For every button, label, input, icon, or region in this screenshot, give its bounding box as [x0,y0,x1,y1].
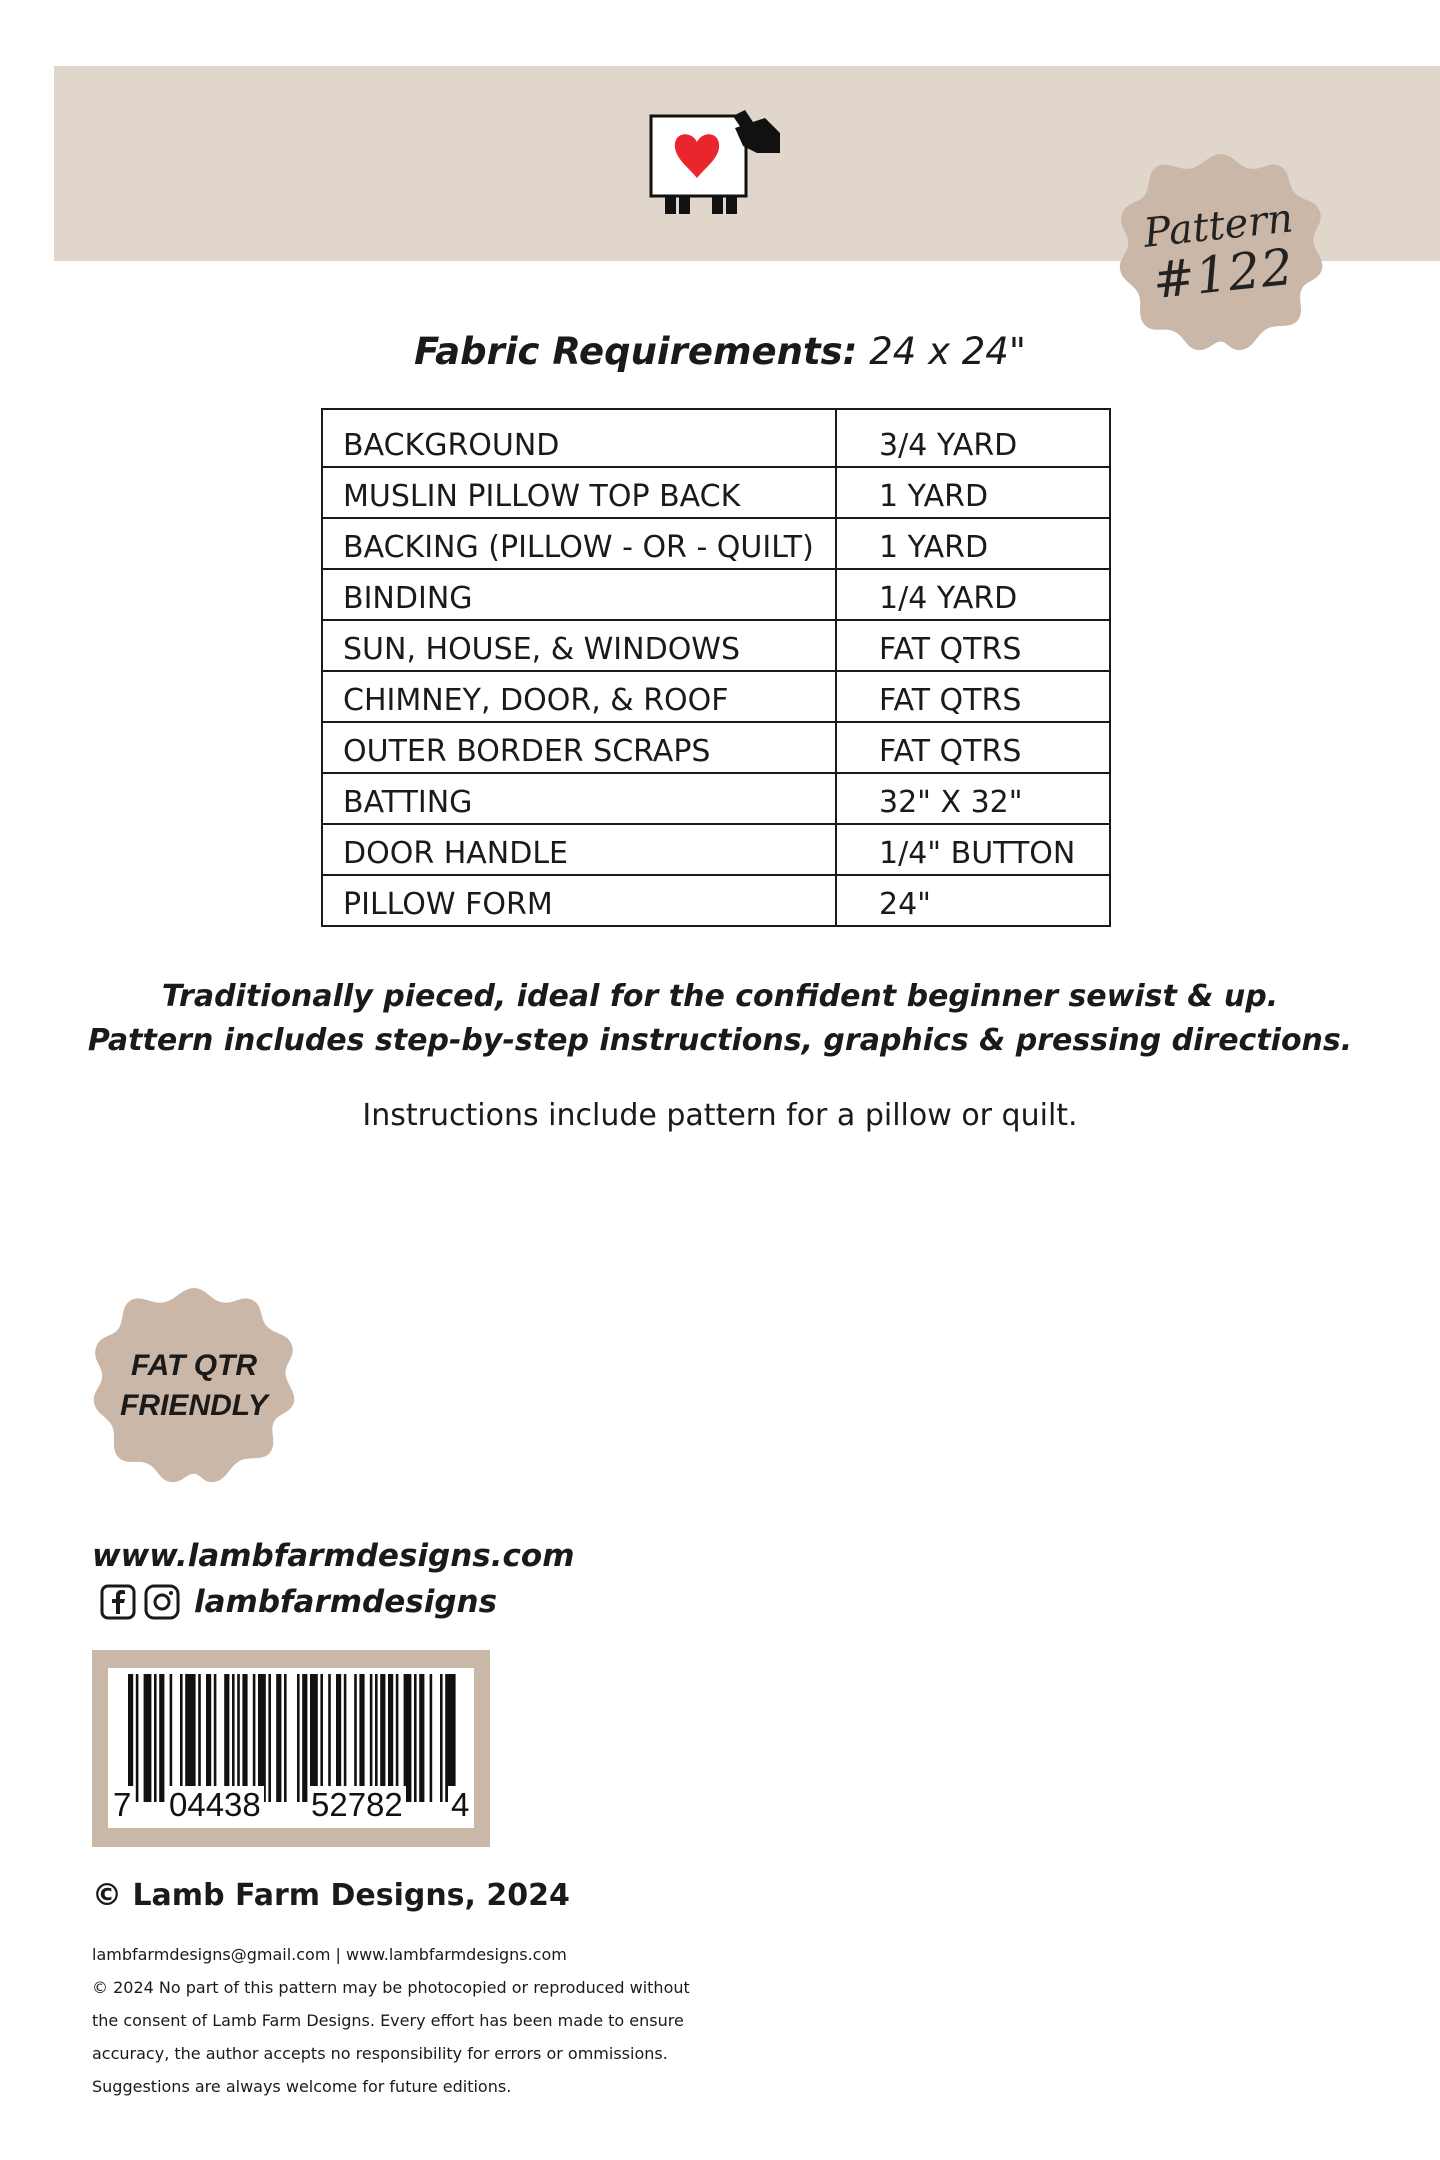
row-item: SUN, HOUSE, & WINDOWS [322,620,836,671]
row-amount: FAT QTRS [836,620,1110,671]
legal-line: Suggestions are always welcome for future editions. [92,2077,512,2096]
barcode-digit-last: 4 [448,1786,472,1824]
instagram-icon[interactable] [144,1584,180,1620]
row-amount: 1/4" BUTTON [836,824,1110,875]
tagline-line-1: Traditionally pieced, ideal for the confident beginner sewist & up. [161,979,1279,1014]
row-amount: 24" [836,875,1110,926]
table-row [322,773,1110,824]
pattern-number: #122 [1150,237,1297,311]
legal-line: accuracy, the author accepts no responsibility for errors or ommissions. [92,2044,668,2063]
website-link[interactable]: www.lambfarmdesigns.com [92,1538,575,1574]
fabric-requirements-title [0,330,1440,373]
tagline-line-2: Pattern includes step-by-step instructions, graphics & pressing directions. [87,1023,1353,1058]
social-links [100,1584,497,1620]
table-row [322,620,1110,671]
facebook-icon[interactable] [100,1584,136,1620]
legal-small-print [92,1938,732,2103]
pattern-number-badge [1118,150,1324,356]
row-item: BACKGROUND [322,409,836,467]
legal-line: © 2024 No part of this pattern may be photocopied or reproduced without [92,1978,690,1997]
copyright-line: © Lamb Farm Designs, 2024 [92,1878,570,1913]
table-row [322,722,1110,773]
fabric-title-label: Fabric Requirements: [414,330,858,373]
table-row [322,467,1110,518]
row-item: BATTING [322,773,836,824]
table-row [322,569,1110,620]
barcode-group-2: 52782 [308,1786,406,1824]
row-item: DOOR HANDLE [322,824,836,875]
barcode-digits [108,1786,474,1822]
table-row [322,671,1110,722]
pattern-tagline [0,975,1440,1063]
row-amount: 1 YARD [836,467,1110,518]
contact-line: lambfarmdesigns@gmail.com | www.lambfarmdesigns.com [92,1945,567,1964]
row-item: OUTER BORDER SCRAPS [322,722,836,773]
instructions-note: Instructions include pattern for a pillow or quilt. [362,1098,1078,1133]
row-amount: 1 YARD [836,518,1110,569]
social-handle[interactable]: lambfarmdesigns [194,1584,498,1620]
barcode-digit-first: 7 [110,1786,134,1824]
fabric-title-size: 24 x 24" [869,330,1026,373]
fat-qtr-friendly-badge [92,1284,296,1488]
row-item: PILLOW FORM [322,875,836,926]
legal-line: the consent of Lamb Farm Designs. Every effort has been made to ensure [92,2011,684,2030]
barcode [108,1668,474,1828]
row-amount: 3/4 YARD [836,409,1110,467]
row-item: MUSLIN PILLOW TOP BACK [322,467,836,518]
row-amount: FAT QTRS [836,671,1110,722]
table-row [322,824,1110,875]
row-item: BINDING [322,569,836,620]
table-row [322,409,1110,467]
table-row [322,518,1110,569]
barcode-frame [92,1650,490,1847]
row-item: BACKING (PILLOW - OR - QUILT) [322,518,836,569]
barcode-group-1: 04438 [166,1786,264,1824]
row-amount: FAT QTRS [836,722,1110,773]
row-item: CHIMNEY, DOOR, & ROOF [322,671,836,722]
fabric-requirements-table [321,408,1111,927]
row-amount: 1/4 YARD [836,569,1110,620]
row-amount: 32" X 32" [836,773,1110,824]
table-row [322,875,1110,926]
badge-line-1: FAT QTR [130,1349,258,1382]
pattern-label: Pattern [1141,195,1296,257]
sheep-heart-icon [645,108,790,218]
badge-line-2: FRIENDLY [120,1389,268,1422]
